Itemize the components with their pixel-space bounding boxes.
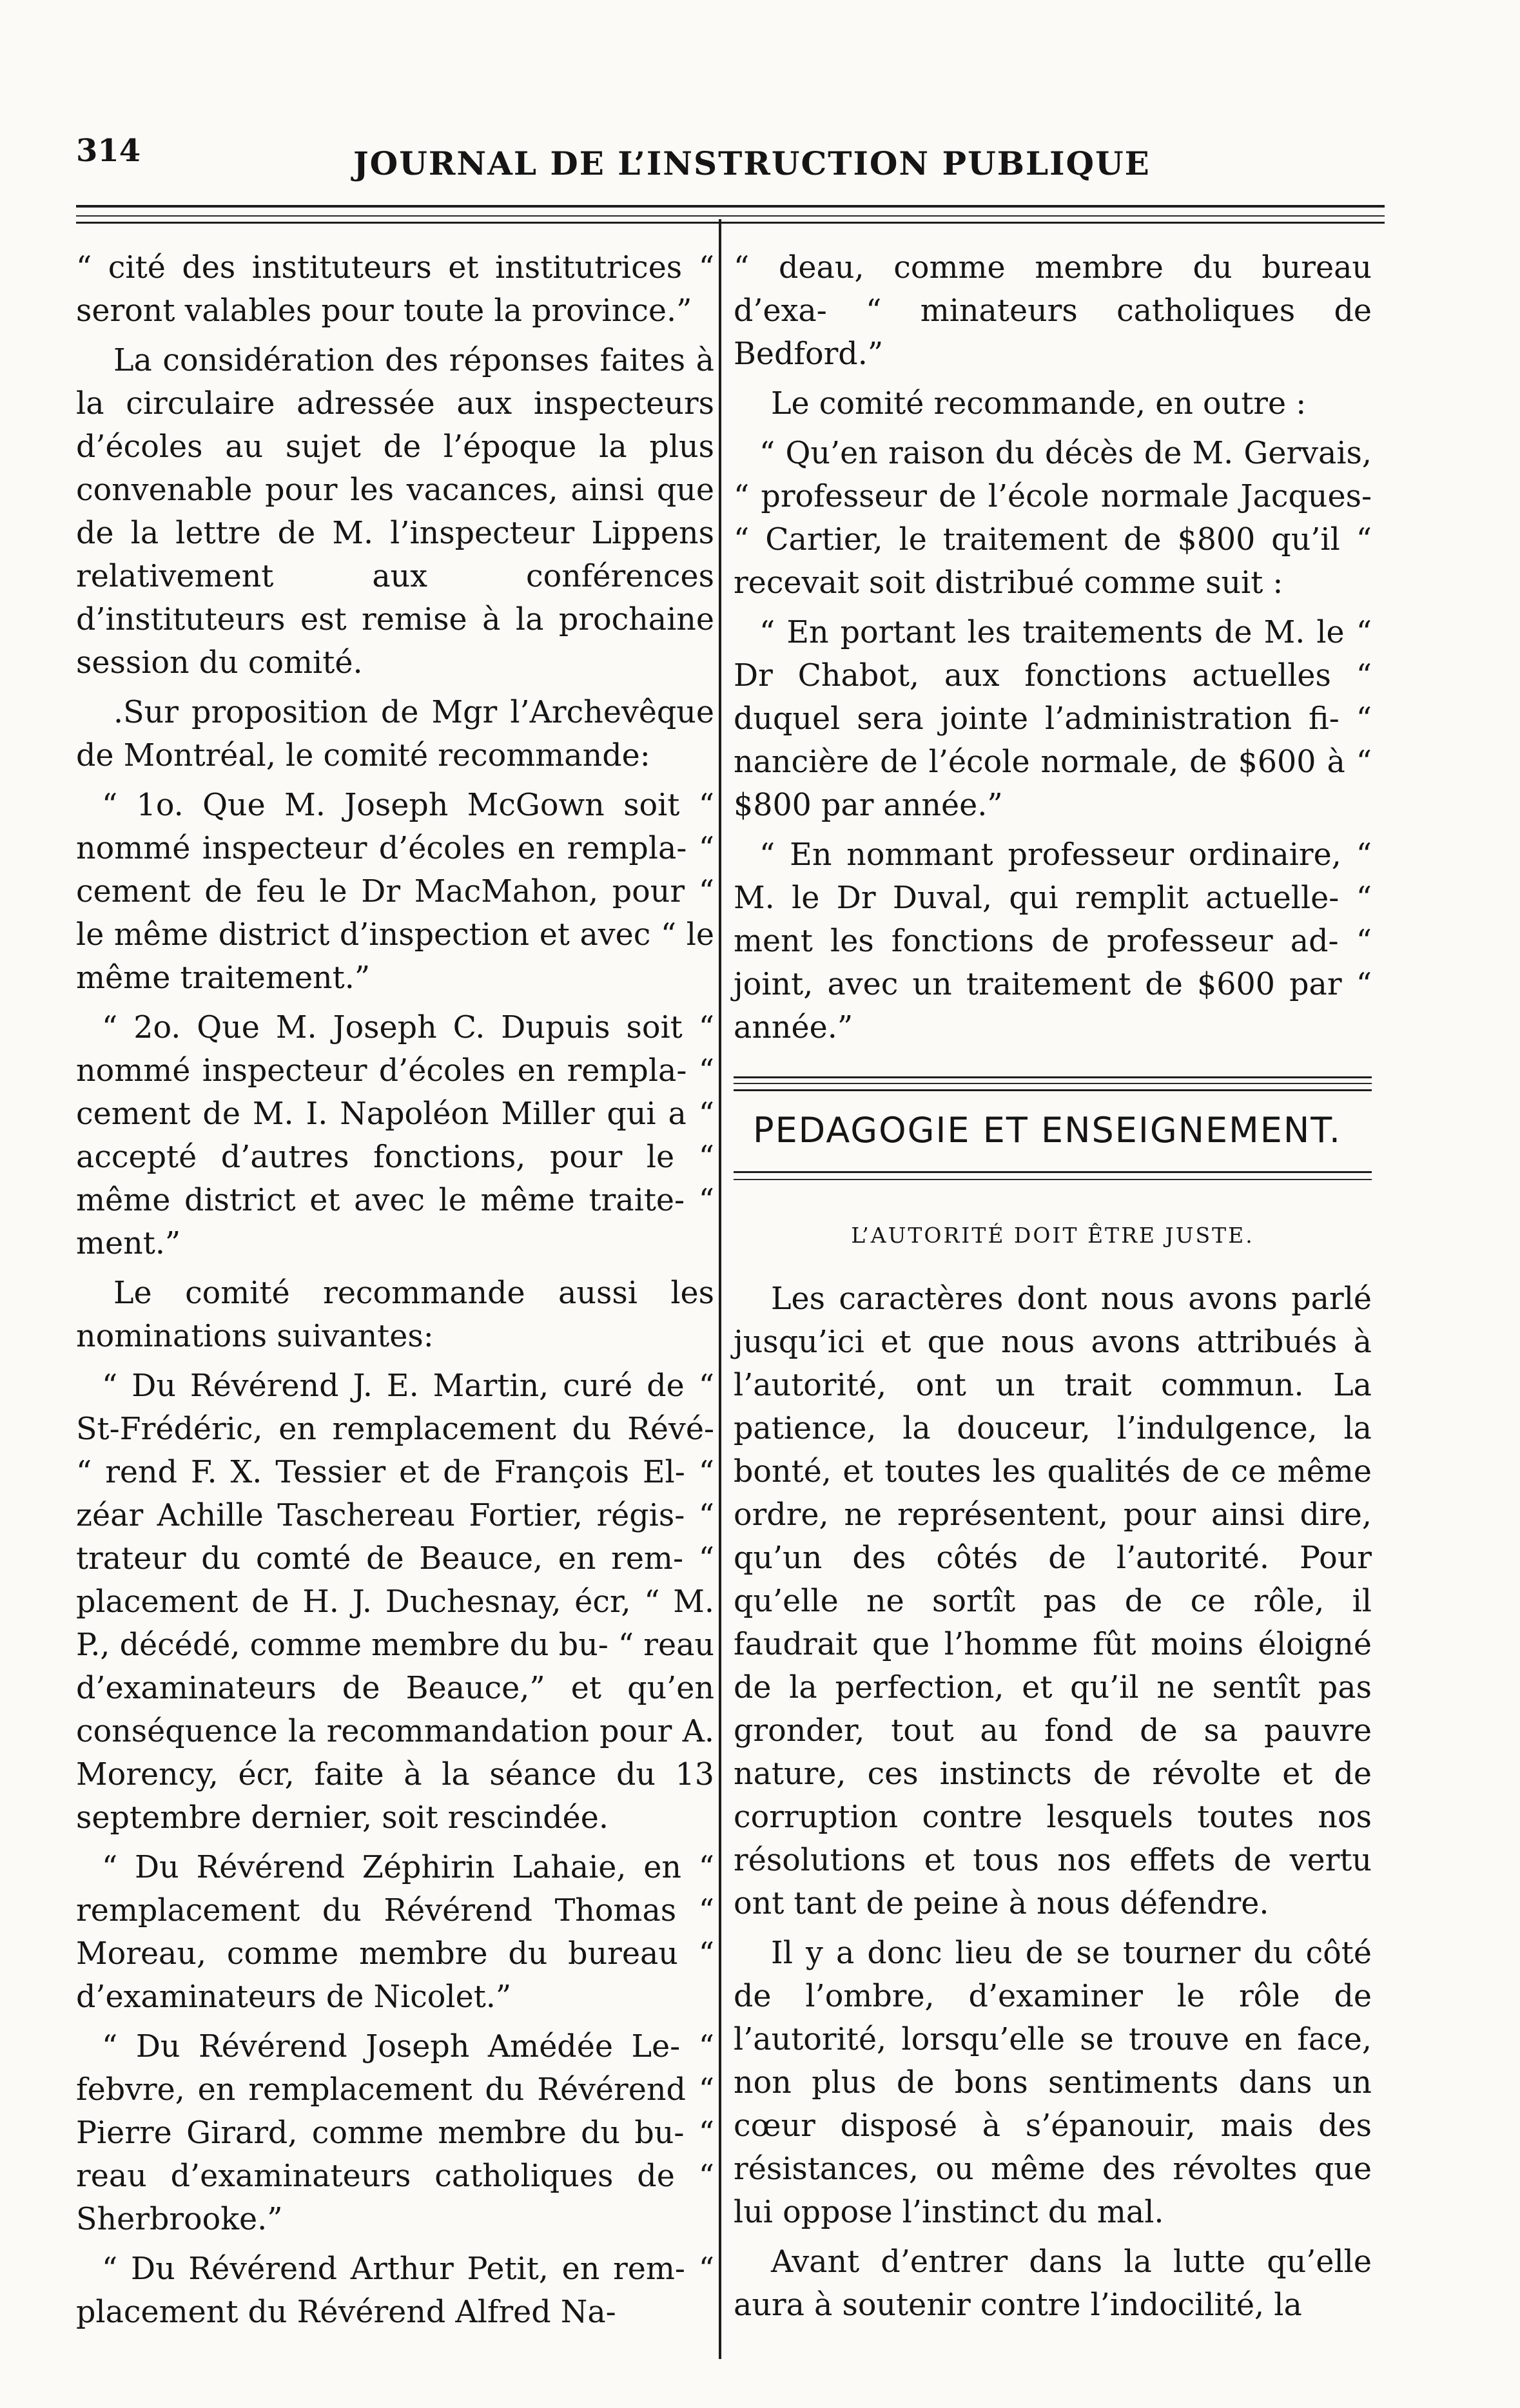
column-divider bbox=[719, 219, 721, 2359]
paragraph: “ Du Révérend Zéphirin Lahaie, en “ remplacement du Révérend Thomas “ Moreau, comme membre du bureau “ d’examinateurs de Nicolet.” bbox=[76, 1850, 714, 2015]
paragraph: “ deau, comme membre du bureau d’exa- “ minateurs catholiques de Bedford.” bbox=[734, 250, 1372, 372]
paragraph: “ cité des instituteurs et institutrices “ seront valables pour toute la province.” bbox=[76, 250, 714, 329]
section-title: PEDAGOGIE ET ENSEIGNEMENT. bbox=[753, 1110, 1342, 1151]
header-rule bbox=[76, 215, 1385, 217]
paragraph: Avant d’entrer dans la lutte qu’elle aura à soutenir contre l’indocilité, la bbox=[734, 2244, 1372, 2323]
paragraph: “ Du Révérend Arthur Petit, en rem- “ placement du Révérend Alfred Na- bbox=[76, 2251, 714, 2330]
paragraph: “ 2o. Que M. Joseph C. Dupuis soit “ nommé inspecteur d’écoles en rempla- “ cement de M. I. Napoléon Miller qui a “ accepté d’autres fonctions, pour le “ même district et avec le même traite- “ ment.” bbox=[76, 1010, 714, 1261]
section-rule bbox=[734, 1169, 1372, 1194]
paragraph: “ Du Révérend Joseph Amédée Le- “ febvre, en remplacement du Révérend “ Pierre Girard, comme membre du bu- “ reau d’examinateurs catholiques de “ Sherbrooke.” bbox=[76, 2029, 714, 2237]
paragraph: Le comité recommande aussi les nominations suivantes: bbox=[76, 1276, 714, 1354]
left-column bbox=[76, 246, 714, 2340]
right-column bbox=[734, 246, 1372, 2333]
header-rule bbox=[76, 222, 1385, 224]
paragraph: “ En nommant professeur ordinaire, “ M. le Dr Duval, qui remplit actuelle- “ ment les fonctions de professeur ad- “ joint, avec un traitement de $600 par “ année.” bbox=[734, 837, 1372, 1045]
paragraph: “ En portant les traitements de M. le “ Dr Chabot, aux fonctions actuelles “ duquel sera jointe l’administration fi- “ nancière de l’école normale, de $600 à “ $800 par année.” bbox=[734, 615, 1372, 823]
page-header bbox=[76, 126, 1385, 184]
running-title: JOURNAL DE L’INSTRUCTION PUBLIQUE bbox=[353, 144, 1151, 182]
paragraph: Les caractères dont nous avons parlé jusqu’ici et que nous avons attribués à l’autorité, ont un trait commun. La patience, la douceur, l’indulgence, la bonté, et toutes les qualités de ce même ordre, ne représentent, pour ainsi dire, qu’un des côtés de l’autorité. Pour qu’elle ne sortît pas de ce rôle, il faudrait que l’homme fût moins éloigné de la perfection, et qu’il ne sentît pas gronder, tout au fond de sa pauvre nature, ces instincts de révolte et de corruption contre lesquels toutes nos résolutions et tous nos effets de vertu ont tant de peine à nous défendre. bbox=[734, 1281, 1372, 1921]
paragraph: Le comité recommande, en outre : bbox=[771, 386, 1307, 422]
article-heading: L’AUTORITÉ DOIT ÊTRE JUSTE. bbox=[851, 1223, 1254, 1248]
page-number: 314 bbox=[76, 133, 141, 169]
paragraph: .Sur proposition de Mgr l’Archevêque de Montréal, le comité recommande: bbox=[76, 695, 714, 773]
paragraph: La considération des réponses faites à la circulaire adressée aux inspecteurs d’écoles au sujet de l’époque la plus convenable pour les vacances, ainsi que de la lettre de M. l’inspecteur Lippens relativement aux conférences d’instituteurs est remise à la prochaine session du comité. bbox=[76, 343, 714, 681]
header-rule bbox=[76, 205, 1385, 208]
section-rule bbox=[734, 1073, 1372, 1098]
paragraph: “ Du Révérend J. E. Martin, curé de “ St-Frédéric, en remplacement du Révé- “ rend F. X. Tessier et de François El- “ zéar Achille Taschereau Fortier, régis- “ trateur du comté de Beauce, en rem- “ placement de H. J. Duchesnay, écr, “ M. P., décédé, comme membre du bu- “ reau d’examinateurs de Beauce,” et qu’en conséquence la recommandation pour A. Morency, écr, faite à la séance du 13 septembre dernier, soit rescindée. bbox=[76, 1368, 714, 1836]
paragraph: “ 1o. Que M. Joseph McGown soit “ nommé inspecteur d’écoles en rempla- “ cement de feu le Dr MacMahon, pour “ le même district d’inspection et avec “ le même traitement.” bbox=[76, 788, 714, 996]
paragraph: Il y a donc lieu de se tourner du côté de l’ombre, d’examiner le rôle de l’autorité, lorsqu’elle se trouve en face, non plus de bons sentiments dans un cœur disposé à s’épanouir, mais des résistances, ou même des révoltes que lui oppose l’instinct du mal. bbox=[734, 1936, 1372, 2230]
paragraph: “ Qu’en raison du décès de M. Gervais, “ professeur de l’école normale Jacques- “ Cartier, le traitement de $800 qu’il “ recevait soit distribué comme suit : bbox=[734, 436, 1372, 601]
